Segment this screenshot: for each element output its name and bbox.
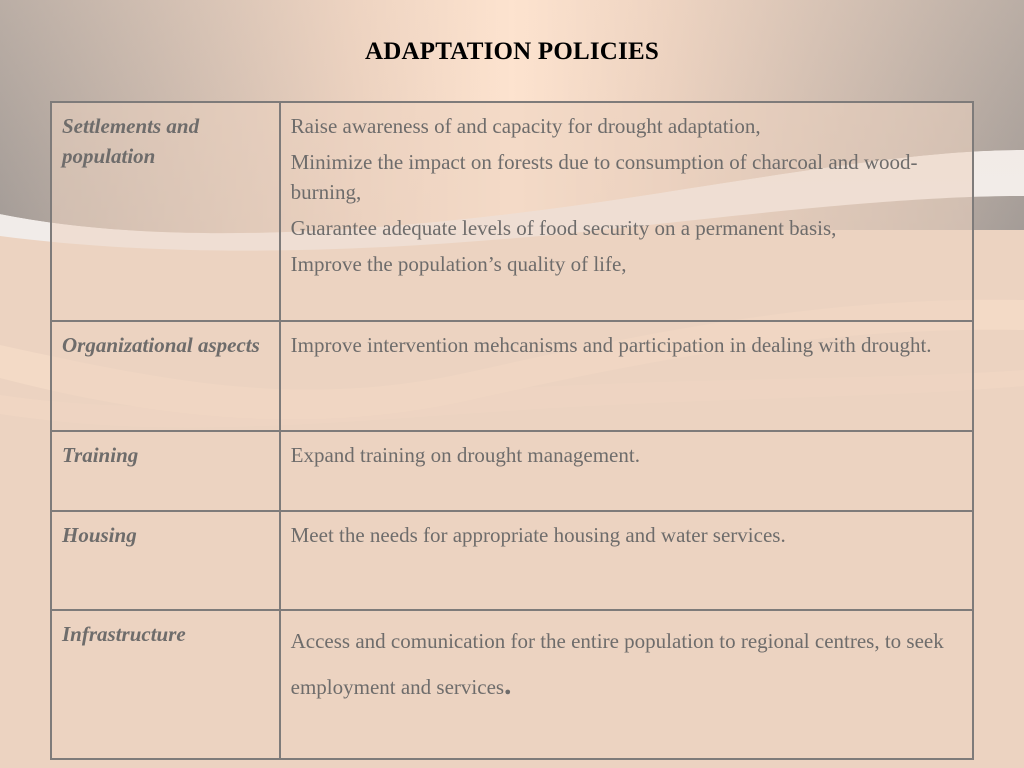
category-cell: Settlements and population [51, 102, 280, 321]
description-line: Meet the needs for appropriate housing and water services. [290, 523, 786, 547]
description-text: Access and comunication for the entire population to regional centres, to seek employment and services [290, 629, 944, 699]
description-line: Expand training on drought management. [290, 443, 640, 467]
category-cell: Training [51, 431, 280, 511]
table-row [51, 102, 973, 321]
category-cell: Infrastructure [51, 610, 280, 759]
policies-table [50, 101, 974, 760]
description-cell [280, 321, 973, 431]
description-cell [280, 431, 973, 511]
description-line [291, 619, 962, 709]
description-period: . [504, 669, 512, 701]
slide-title: ADAPTATION POLICIES [365, 38, 659, 65]
table-row [51, 431, 973, 511]
category-cell: Organizational aspects [51, 321, 280, 431]
description-cell [280, 511, 973, 610]
description-line: Improve intervention mehcanisms and participation in dealing with drought. [290, 333, 932, 357]
description-line: Improve the population’s quality of life, [290, 252, 627, 276]
table-row [51, 511, 973, 610]
description-line: Raise awareness of and capacity for drought adaptation, [290, 114, 761, 138]
description-cell [280, 610, 973, 759]
table-row [51, 321, 973, 431]
table-row [51, 610, 973, 759]
description-cell [280, 102, 973, 321]
category-cell: Housing [51, 511, 280, 610]
description-line: Minimize the impact on forests due to consumption of charcoal and wood-burning, [290, 150, 918, 204]
description-line: Guarantee adequate levels of food security on a permanent basis, [290, 216, 837, 240]
